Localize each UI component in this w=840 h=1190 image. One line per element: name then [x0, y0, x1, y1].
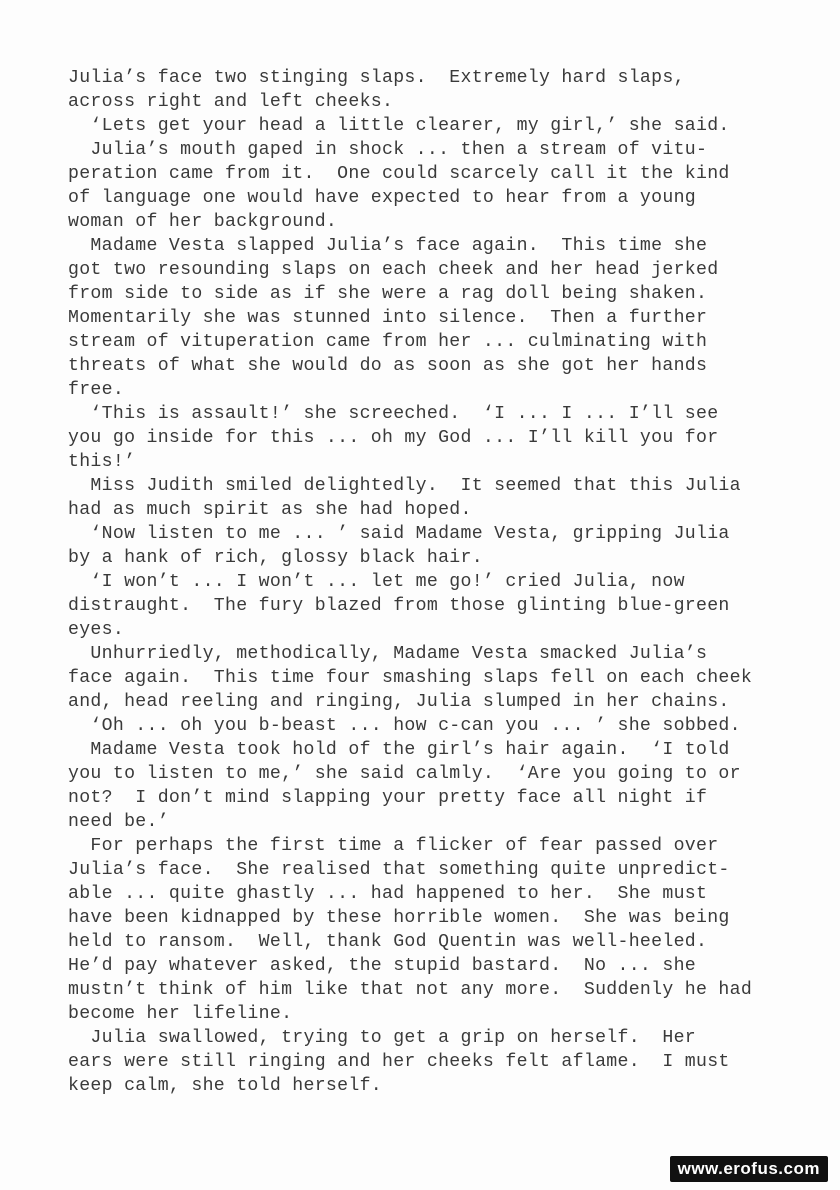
text-line: Unhurriedly, methodically, Madame Vesta smacked Julia’s: [68, 644, 708, 664]
text-line: ‘I won’t ... I won’t ... let me go!’ cried Julia, now: [68, 572, 685, 592]
text-line: of language one would have expected to hear from a young: [68, 188, 696, 208]
text-line: become her lifeline.: [68, 1004, 293, 1024]
text-line: not? I don’t mind slapping your pretty face all night if: [68, 788, 708, 808]
text-line: eyes.: [68, 620, 125, 640]
text-line: stream of vituperation came from her ... culminating with: [68, 332, 708, 352]
text-line: across right and left cheeks.: [68, 92, 394, 112]
text-line: need be.’: [68, 812, 169, 832]
site-watermark: www.erofus.com: [670, 1156, 828, 1182]
text-line: ‘Now listen to me ... ’ said Madame Vesta, gripping Julia: [68, 524, 730, 544]
text-line: For perhaps the first time a flicker of fear passed over: [68, 836, 719, 856]
text-line: Miss Judith smiled delightedly. It seemed that this Julia: [68, 476, 741, 496]
text-line: Julia’s face. She realised that something quite unpredict-: [68, 860, 730, 880]
body-text: [68, 66, 788, 1098]
text-line: peration came from it. One could scarcely call it the kind: [68, 164, 730, 184]
text-line: you go inside for this ... oh my God ... I’ll kill you for: [68, 428, 719, 448]
text-line: you to listen to me,’ she said calmly. ‘Are you going to or: [68, 764, 741, 784]
text-line: Julia’s mouth gaped in shock ... then a stream of vitu-: [68, 140, 708, 160]
text-line: face again. This time four smashing slaps fell on each cheek: [68, 668, 753, 688]
text-line: and, head reeling and ringing, Julia slumped in her chains.: [68, 692, 730, 712]
text-line: able ... quite ghastly ... had happened to her. She must: [68, 884, 708, 904]
text-line: free.: [68, 380, 125, 400]
text-line: Madame Vesta slapped Julia’s face again. This time she: [68, 236, 708, 256]
text-line: by a hank of rich, glossy black hair.: [68, 548, 483, 568]
text-line: Madame Vesta took hold of the girl’s hair again. ‘I told: [68, 740, 730, 760]
text-line: keep calm, she told herself.: [68, 1076, 382, 1096]
text-line: Momentarily she was stunned into silence. Then a further: [68, 308, 708, 328]
text-line: Julia swallowed, trying to get a grip on herself. Her: [68, 1028, 696, 1048]
text-line: from side to side as if she were a rag doll being shaken.: [68, 284, 708, 304]
text-line: ‘Lets get your head a little clearer, my girl,’ she said.: [68, 116, 730, 136]
text-line: had as much spirit as she had hoped.: [68, 500, 472, 520]
text-line: threats of what she would do as soon as she got her hands: [68, 356, 708, 376]
text-line: this!’: [68, 452, 136, 472]
text-line: ‘Oh ... oh you b-beast ... how c-can you ... ’ she sobbed.: [68, 716, 741, 736]
text-line: Julia’s face two stinging slaps. Extremely hard slaps,: [68, 68, 685, 88]
text-line: He’d pay whatever asked, the stupid bastard. No ... she: [68, 956, 696, 976]
text-line: distraught. The fury blazed from those glinting blue-green: [68, 596, 730, 616]
text-line: have been kidnapped by these horrible women. She was being: [68, 908, 730, 928]
text-line: ‘This is assault!’ she screeched. ‘I ... I ... I’ll see: [68, 404, 719, 424]
text-line: held to ransom. Well, thank God Quentin was well-heeled.: [68, 932, 708, 952]
text-line: ears were still ringing and her cheeks felt aflame. I must: [68, 1052, 730, 1072]
text-line: mustn’t think of him like that not any more. Suddenly he had: [68, 980, 753, 1000]
text-line: got two resounding slaps on each cheek and her head jerked: [68, 260, 719, 280]
text-line: woman of her background.: [68, 212, 338, 232]
